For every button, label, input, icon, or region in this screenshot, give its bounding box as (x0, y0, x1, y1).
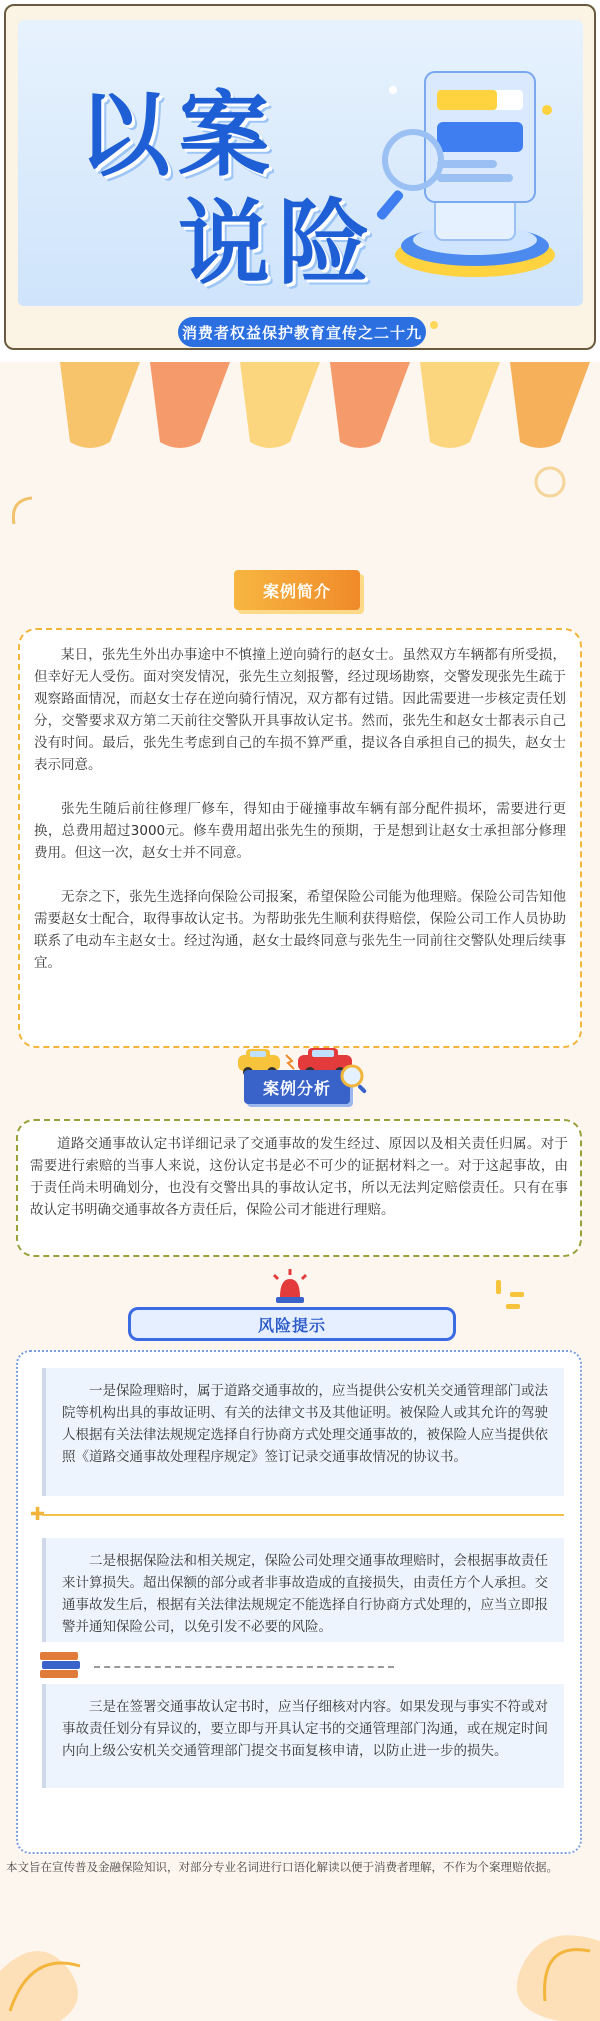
plus-icon: ✚ (30, 1504, 46, 1525)
case-analysis-paragraph: 道路交通事故认定书详细记录了交通事故的发生经过、原因以及相关责任归属。对于需要进行索赔的当事人来说，这份认定书是必不可少的证据材料之一。对于这起事故，由于责任尚未明确划分，也没有交警出具的事故认定书，所以无法判定赔偿责任。只有在事故认定书明确交通事故各方责任后，保险公司才能进行理赔。 (30, 1136, 568, 1218)
risk-tip-item (42, 1538, 564, 1642)
alarm-siren-icon (268, 1267, 312, 1305)
case-intro-paragraph: 张先生随后前往修理厂修车，得知由于碰撞事故车辆有部分配件损坏，需要进行更换，总费用超过3000元。修车费用超出张先生的预期，于是想到让赵女士承担部分修理费用。但这一次，赵女士并不同意。 (34, 801, 566, 861)
risk-tip-item (42, 1684, 564, 1788)
risk-tip-text: 三是在签署交通事故认定书时，应当仔细核对内容。如果发现与事实不符或对事故责任划分有异议的，要立即与开具认定书的交通管理部门沟通，或在规定时间内向上级公安机关交通管理部门提交书面复核申请，以防止进一步的损失。 (62, 1699, 548, 1759)
article-body (0, 362, 600, 2021)
document-stack-illustration (365, 50, 565, 290)
case-intro-box (18, 628, 582, 1048)
risk-tip-text: 一是保险理赔时，属于道路交通事故的，应当提供公安机关交通管理部门或法院等机构出具的事故证明、有关的法律文书及其他证明。被保险人或其允许的驾驶人根据有关法律法规规定选择自行协商方式处理交通事故的，被保险人应当提供依照《道路交通事故处理程序规定》签订记录交通事故情况的协议书。 (62, 1383, 548, 1465)
risk-tips-heading: 风险提示 (128, 1307, 456, 1341)
magnifier-icon (338, 1062, 372, 1096)
banner-title-line-2: 说险 (178, 190, 379, 297)
risk-tips-box (16, 1350, 582, 1854)
banner-image (18, 20, 583, 306)
case-analysis-heading: 案例分析 (244, 1070, 350, 1104)
swirl-ornament (8, 490, 38, 530)
books-icon (38, 1650, 82, 1680)
risk-tip-text: 二是根据保险法和相关规定，保险公司处理交通事故理赔时，会根据事故责任来计算损失。超出保额的部分或者非事故造成的直接损失，由责任方个人承担。交通事故发生后，根据有关法律法规规定不能选择自行协商方式处理的，应当立即报警并通知保险公司，以免引发不必要的风险。 (62, 1553, 548, 1635)
case-intro-paragraph: 无奈之下，张先生选择向保险公司报案，希望保险公司能为他理赔。保险公司告知他需要赵女士配合，取得事故认定书。为帮助张先生顺利获得赔偿，保险公司工作人员协助联系了电动车主赵女士。经过沟通，赵女士最终同意与张先生一同前往交警队处理后续事宜。 (34, 889, 566, 971)
banner-subtitle: 消费者权益保护教育宣传之二十九 (178, 317, 426, 347)
sparkle-ornament (492, 1278, 532, 1318)
awning-decoration (0, 362, 600, 452)
disclaimer-footnote: 本文旨在宣传普及金融保险知识，对部分专业名词进行口语化解读以便于消费者理解，不作为个案理赔依据。 (6, 1860, 558, 1874)
circle-ornament (530, 462, 570, 502)
bottom-decoration (0, 1911, 600, 2021)
divider (42, 1514, 564, 1516)
header-banner (4, 4, 596, 350)
risk-tip-item (42, 1368, 564, 1496)
case-intro-heading: 案例简介 (234, 570, 360, 610)
dashed-divider (94, 1666, 394, 1668)
case-intro-paragraph: 某日，张先生外出办事途中不慎撞上逆向骑行的赵女士。虽然双方车辆都有所受损，但幸好无人受伤。面对突发情况，张先生立刻报警，经过现场勘察，交警发现张先生疏于观察路面情况，而赵女士存在逆向骑行情况，双方都有过错。因此需要进一步核定责任划分，交警要求双方第二天前往交警队开具事故认定书。然而，张先生和赵女士都表示自己没有时间。最后，张先生考虑到自己的车损不算严重，提议各自承担自己的损失，赵女士表示同意。 (34, 647, 566, 773)
banner-title-line-1: 以案 (78, 82, 279, 189)
case-analysis-box (16, 1119, 582, 1257)
